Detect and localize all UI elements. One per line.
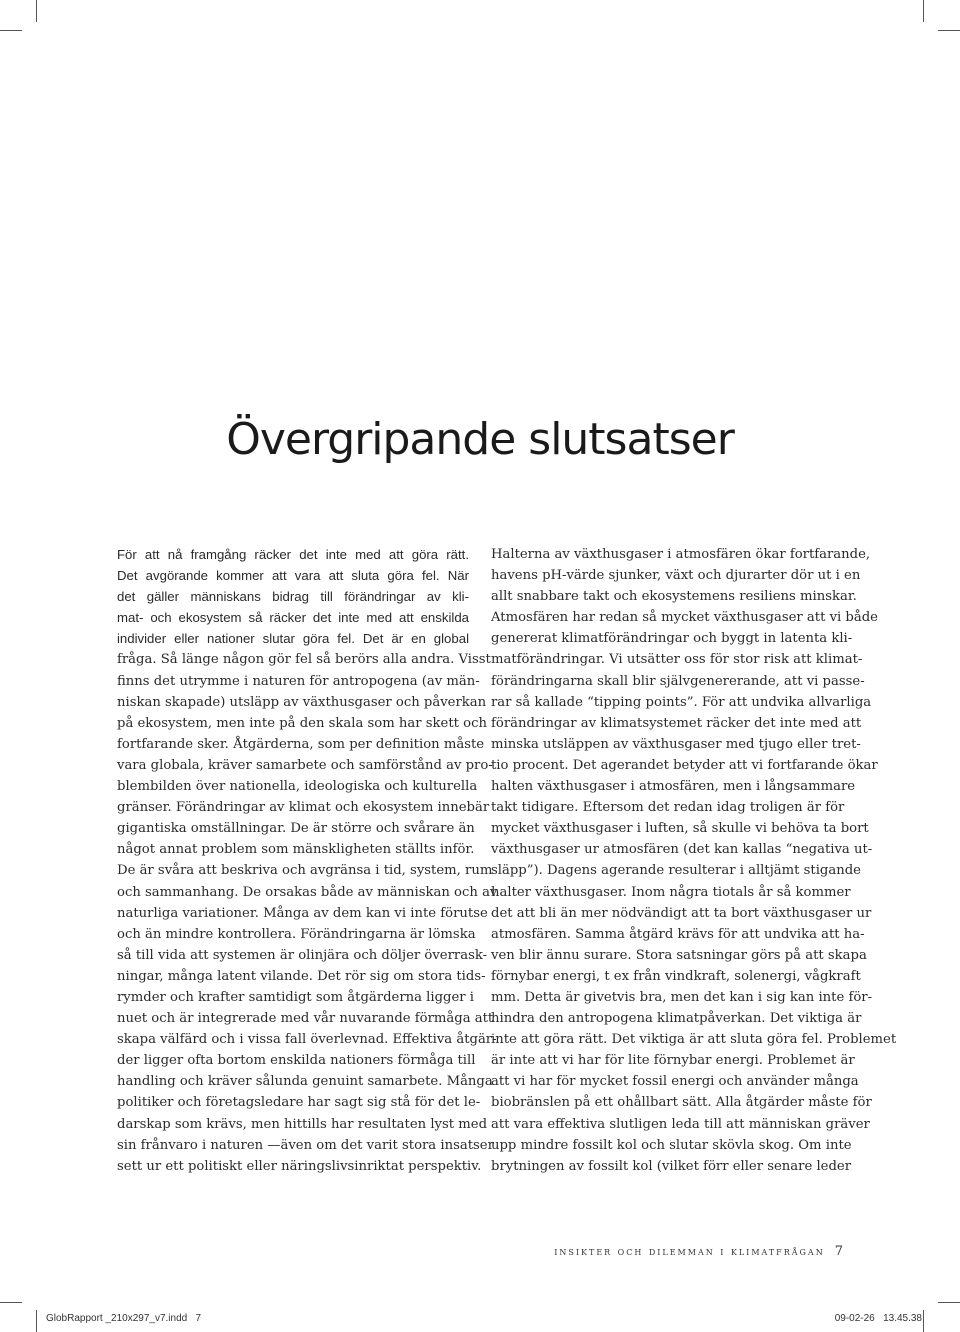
slug-datetime: 09-02-26 13.45.38 bbox=[834, 1313, 922, 1324]
text-line: fortfarande sker. Åtgärderna, som per definition måste bbox=[117, 736, 485, 752]
text-line: att vara effektiva slutligen leda till att människan gräver bbox=[491, 1116, 870, 1132]
text-line: nuet och är integrerade med vår nuvarande förmåga att bbox=[117, 1011, 494, 1027]
text-line: halten växthusgaser i atmosfären, men i långsammare bbox=[491, 779, 856, 795]
text-line: rymder och krafter samtidigt som åtgärderna ligger i bbox=[117, 989, 475, 1005]
text-line: förnybar energi, t ex från vindkraft, solenergi, vågkraft bbox=[491, 968, 861, 984]
text-line: darskap som krävs, men hittills har resultaten lyst med bbox=[117, 1116, 488, 1132]
text-line: takt tidigare. Eftersom det redan idag troligen är för bbox=[491, 800, 845, 816]
text-line: ven blir ännu surare. Stora satsningar görs på att skapa bbox=[491, 947, 867, 963]
text-line: ningar, många latent vilande. Det rör sig om stora tids- bbox=[117, 968, 486, 984]
running-head: insikter och dilemman i klimatfrågan bbox=[554, 1245, 825, 1258]
text-line: handling och kräver sålunda genuint samarbete. Många bbox=[117, 1074, 493, 1090]
text-line: hindra den antropogena klimatpåverkan. Det viktiga är bbox=[491, 1011, 862, 1027]
text-line: niskan skapade) utsläpp av växthusgaser och påverkan bbox=[117, 694, 487, 710]
text-line: finns det utrymme i naturen för antropogena (av män- bbox=[117, 673, 480, 689]
text-line: gränser. Förändringar av klimat och ekosystem innebär bbox=[117, 800, 490, 816]
text-line: gigantiska omställningar. De är större och svårare än bbox=[117, 821, 475, 837]
page-footer bbox=[554, 1244, 843, 1259]
crop-mark bbox=[938, 30, 960, 31]
text-line: mycket växthusgaser i luften, så skulle vi behöva ta bort bbox=[491, 821, 869, 837]
crop-mark bbox=[36, 1310, 37, 1332]
text-line: upp mindre fossilt kol och slutar skövla skog. Om inte bbox=[491, 1137, 852, 1153]
text-line: politiker och företagsledare har sagt sig stå för det le- bbox=[117, 1095, 481, 1111]
text-line: naturliga variationer. Många av dem kan vi inte förutse bbox=[117, 905, 488, 921]
text-line: För att nå framgång räcker det inte med att göra rätt. bbox=[117, 547, 469, 562]
text-line: atmosfären. Samma åtgärd krävs för att undvika att ha- bbox=[491, 926, 865, 942]
text-line: så till vida att systemen är olinjära och döljer överrask- bbox=[117, 947, 488, 963]
body-text-right-column bbox=[491, 544, 897, 1177]
text-line: allt snabbare takt och ekosystemens resiliens minskar. bbox=[491, 589, 857, 605]
text-line: individer eller nationer slutar göra fel. Det är en global bbox=[117, 631, 469, 647]
text-line: mat- och ekosystem så räcker det inte med att enskilda bbox=[117, 610, 469, 626]
text-line: mm. Detta är givetvis bra, men det kan i sig kan inte för- bbox=[491, 989, 873, 1005]
text-line: vara globala, kräver samarbete och samförstånd av pro- bbox=[117, 757, 493, 773]
crop-mark bbox=[923, 1310, 924, 1332]
text-line: förändringarna skall blir självgenererande, att vi passe- bbox=[491, 673, 865, 689]
page-number: 7 bbox=[834, 1244, 843, 1259]
text-line: der ligger ofta bortom enskilda nationers förmåga till bbox=[117, 1053, 476, 1069]
text-line: Atmosfären har redan så mycket växthusgaser att vi både bbox=[491, 610, 878, 626]
text-line: skapa välfärd och i vissa fall överlevnad. Effektiva åtgär- bbox=[117, 1032, 497, 1048]
text-line: Det avgörande kommer att vara att sluta göra fel. När bbox=[117, 568, 469, 584]
page-title: Övergripande slutsatser bbox=[226, 414, 734, 465]
text-line: genererat klimatförändringar och byggt in latenta kli- bbox=[491, 631, 853, 647]
text-line: matförändringar. Vi utsätter oss för stor risk att klimat- bbox=[491, 652, 863, 668]
slug-filename: GlobRapport _210x297_v7.indd 7 bbox=[46, 1313, 202, 1324]
text-line: förändringar av klimatsystemet räcker det inte med att bbox=[491, 715, 862, 731]
crop-mark bbox=[0, 30, 22, 31]
text-line: det att bli än mer nödvändigt att ta bort växthusgaser ur bbox=[491, 905, 872, 921]
text-line: minska utsläppen av växthusgaser med tjugo eller tret- bbox=[491, 736, 861, 752]
text-line: blembilden över nationella, ideologiska och kulturella bbox=[117, 779, 478, 795]
text-line: brytningen av fossilt kol (vilket förr eller senare leder bbox=[491, 1158, 852, 1174]
text-line: sett ur ett politiskt eller näringslivsinriktat perspektiv. bbox=[117, 1158, 482, 1174]
crop-mark bbox=[0, 1302, 22, 1303]
text-line: halter växthusgaser. Inom några tiotals år så kommer bbox=[491, 884, 851, 900]
text-line: rar så kallade “tipping points”. För att undvika allvarliga bbox=[491, 694, 872, 710]
text-line: och sammanhang. De orsakas både av människan och av bbox=[117, 884, 498, 900]
text-line: på ekosystem, men inte på den skala som har skett och bbox=[117, 715, 487, 731]
text-line: inte att göra rätt. Det viktiga är att sluta göra fel. Problemet bbox=[491, 1032, 897, 1048]
text-line: tio procent. Det agerandet betyder att vi fortfarande ökar bbox=[491, 757, 878, 773]
crop-mark bbox=[938, 1302, 960, 1303]
body-text-left-column bbox=[117, 544, 498, 1177]
crop-mark bbox=[36, 0, 37, 22]
text-line: och än mindre kontrollera. Förändringarna är lömska bbox=[117, 926, 476, 942]
text-line: att vi har för mycket fossil energi och använder många bbox=[491, 1074, 859, 1090]
text-line: De är svåra att beskriva och avgränsa i tid, system, rum bbox=[117, 863, 493, 879]
text-line: biobränslen på ett ohållbart sätt. Alla åtgärder måste för bbox=[491, 1095, 872, 1111]
text-line: sin frånvaro i naturen —även om det varit stora insatser bbox=[117, 1137, 494, 1153]
text-line: släpp”). Dagens agerande resulterar i alltjämt stigande bbox=[491, 863, 861, 879]
text-line: havens pH-värde sjunker, växt och djurarter dör ut i en bbox=[491, 568, 861, 584]
text-line: Halterna av växthusgaser i atmosfären ökar fortfarande, bbox=[491, 547, 871, 562]
text-line: är inte att vi har för lite förnybar energi. Problemet är bbox=[491, 1053, 855, 1069]
text-line: växthusgaser ur atmosfären (det kan kallas “negativa ut- bbox=[491, 842, 873, 858]
text-line: något annat problem som mänskligheten ställts inför. bbox=[117, 842, 475, 858]
text-line: fråga. Så länge någon gör fel så berörs alla andra. Visst bbox=[117, 652, 491, 668]
crop-mark bbox=[923, 0, 924, 22]
text-line: det gäller människans bidrag till förändringar av kli- bbox=[117, 589, 469, 605]
